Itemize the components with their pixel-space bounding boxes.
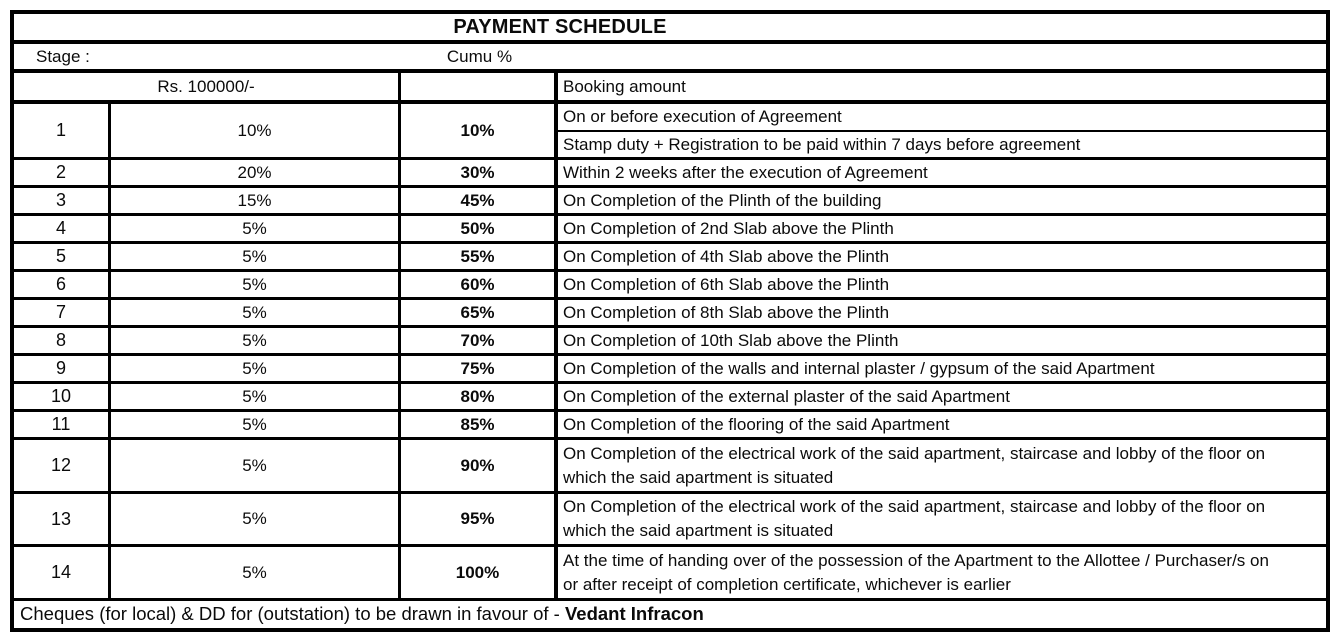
column-header-row: [14, 44, 1326, 73]
description-text: At the time of handing over of the possession of the Apartment to the Allottee / Purchaser/s on: [563, 550, 1269, 570]
description-text: Stamp duty + Registration to be paid within 7 days before agreement: [563, 134, 1081, 154]
stage-column-label: Stage :: [36, 47, 90, 66]
cumu-cell: 55%: [401, 244, 558, 269]
cheque-instruction: [14, 603, 704, 625]
description-cell: [558, 384, 1326, 409]
cumu-cell: 70%: [401, 328, 558, 353]
percent-cell: 5%: [111, 244, 401, 269]
stage-cell: 3: [14, 188, 111, 213]
description-text: On Completion of the walls and internal plaster / gypsum of the said Apartment: [563, 358, 1155, 378]
description-cell: [558, 188, 1326, 213]
table-row: [14, 328, 1326, 356]
table-row: [14, 188, 1326, 216]
description-cell: [558, 244, 1326, 269]
cumu-cell: 80%: [401, 384, 558, 409]
description-text: On Completion of the external plaster of the said Apartment: [563, 386, 1010, 406]
description-cell: [558, 300, 1326, 325]
description-cell: [558, 494, 1326, 544]
stage-cell: 10: [14, 384, 111, 409]
percent-cell: 5%: [111, 300, 401, 325]
description-cell: [558, 272, 1326, 297]
stage-cell: 14: [14, 547, 111, 598]
cumu-cell: 10%: [401, 104, 558, 157]
payee-company-name: Vedant Infracon: [564, 603, 704, 624]
description-text: Within 2 weeks after the execution of Agreement: [563, 162, 928, 182]
table-row: [14, 384, 1326, 412]
cumu-cell: 75%: [401, 356, 558, 381]
description-text: On or before execution of Agreement: [558, 104, 1326, 132]
cumu-cell: 45%: [401, 188, 558, 213]
percent-cell: 5%: [111, 547, 401, 598]
booking-amount-text: Booking amount: [563, 76, 686, 96]
description-cell: [558, 356, 1326, 381]
cumu-column-label: Cumu %: [446, 47, 513, 66]
description-text: On Completion of the flooring of the said Apartment: [563, 414, 950, 434]
description-text: On Completion of the electrical work of the said apartment, staircase and lobby of the floor on: [563, 443, 1266, 463]
table-row: [14, 547, 1326, 601]
description-text: On Completion of 10th Slab above the Plinth: [563, 330, 899, 350]
table-row: [14, 356, 1326, 384]
description-cell: [558, 440, 1326, 491]
cumu-cell: 50%: [401, 216, 558, 241]
cumu-cell: 85%: [401, 412, 558, 437]
booking-amount-row: [14, 73, 1326, 104]
table-row: [14, 104, 1326, 160]
footer-row: [14, 601, 1326, 627]
percent-cell: 5%: [111, 356, 401, 381]
description-text: On Completion of 4th Slab above the Plinth: [563, 246, 890, 266]
table-row: [14, 244, 1326, 272]
description-text: which the said apartment is situated: [563, 467, 834, 487]
cumu-cell: 90%: [401, 440, 558, 491]
percent-cell: 5%: [111, 328, 401, 353]
percent-cell: 5%: [111, 412, 401, 437]
description-cell: [558, 328, 1326, 353]
table-row: [14, 216, 1326, 244]
description-text: On Completion of the Plinth of the building: [563, 190, 882, 210]
table-row: [14, 494, 1326, 547]
table-row: [14, 440, 1326, 494]
stage-cell: 8: [14, 328, 111, 353]
stage-cell: 5: [14, 244, 111, 269]
stage-cell: 4: [14, 216, 111, 241]
page-title: PAYMENT SCHEDULE: [453, 16, 667, 38]
stage-cell: 13: [14, 494, 111, 544]
cumu-cell: 60%: [401, 272, 558, 297]
stage-cell: 11: [14, 412, 111, 437]
description-text: On Completion of the electrical work of the said apartment, staircase and lobby of the floor on: [563, 497, 1266, 517]
booking-amount-value: Rs. 100000/-: [14, 73, 401, 100]
stage-cell: 12: [14, 440, 111, 491]
percent-cell: 15%: [111, 188, 401, 213]
percent-cell: 5%: [111, 384, 401, 409]
description-text: On Completion of 8th Slab above the Plinth: [563, 302, 890, 322]
cumu-cell: 100%: [401, 547, 558, 598]
description-cell: [558, 104, 1326, 157]
stage-cell: 1: [14, 104, 111, 157]
title-row: [14, 14, 1326, 44]
payment-schedule-table: [10, 10, 1330, 632]
percent-cell: 5%: [111, 440, 401, 491]
cumu-cell: 95%: [401, 494, 558, 544]
stage-cell: 9: [14, 356, 111, 381]
booking-amount-label: [558, 73, 1326, 100]
percent-cell: 5%: [111, 494, 401, 544]
booking-cumu-empty-cell: [401, 73, 558, 100]
stage-cell: 7: [14, 300, 111, 325]
percent-cell: 5%: [111, 216, 401, 241]
description-text: On Completion of 6th Slab above the Plinth: [563, 274, 890, 294]
cumu-cell: 30%: [401, 160, 558, 185]
stage-cell: 6: [14, 272, 111, 297]
table-row: [14, 160, 1326, 188]
description-cell: [558, 547, 1326, 598]
description-cell: [558, 412, 1326, 437]
description-cell: [558, 216, 1326, 241]
table-row: [14, 412, 1326, 440]
table-row: [14, 272, 1326, 300]
description-text: On Completion of 2nd Slab above the Plinth: [563, 218, 894, 238]
stage-cell: 2: [14, 160, 111, 185]
cheque-instruction-text: Cheques (for local) & DD for (outstation) to be drawn in favour of -: [20, 603, 565, 624]
percent-cell: 20%: [111, 160, 401, 185]
description-text: or after receipt of completion certificate, whichever is earlier: [563, 574, 1011, 594]
percent-cell: 5%: [111, 272, 401, 297]
cumu-cell: 65%: [401, 300, 558, 325]
description-text: which the said apartment is situated: [563, 521, 834, 540]
table-row: [14, 300, 1326, 328]
description-cell: [558, 160, 1326, 185]
percent-cell: 10%: [111, 104, 401, 157]
